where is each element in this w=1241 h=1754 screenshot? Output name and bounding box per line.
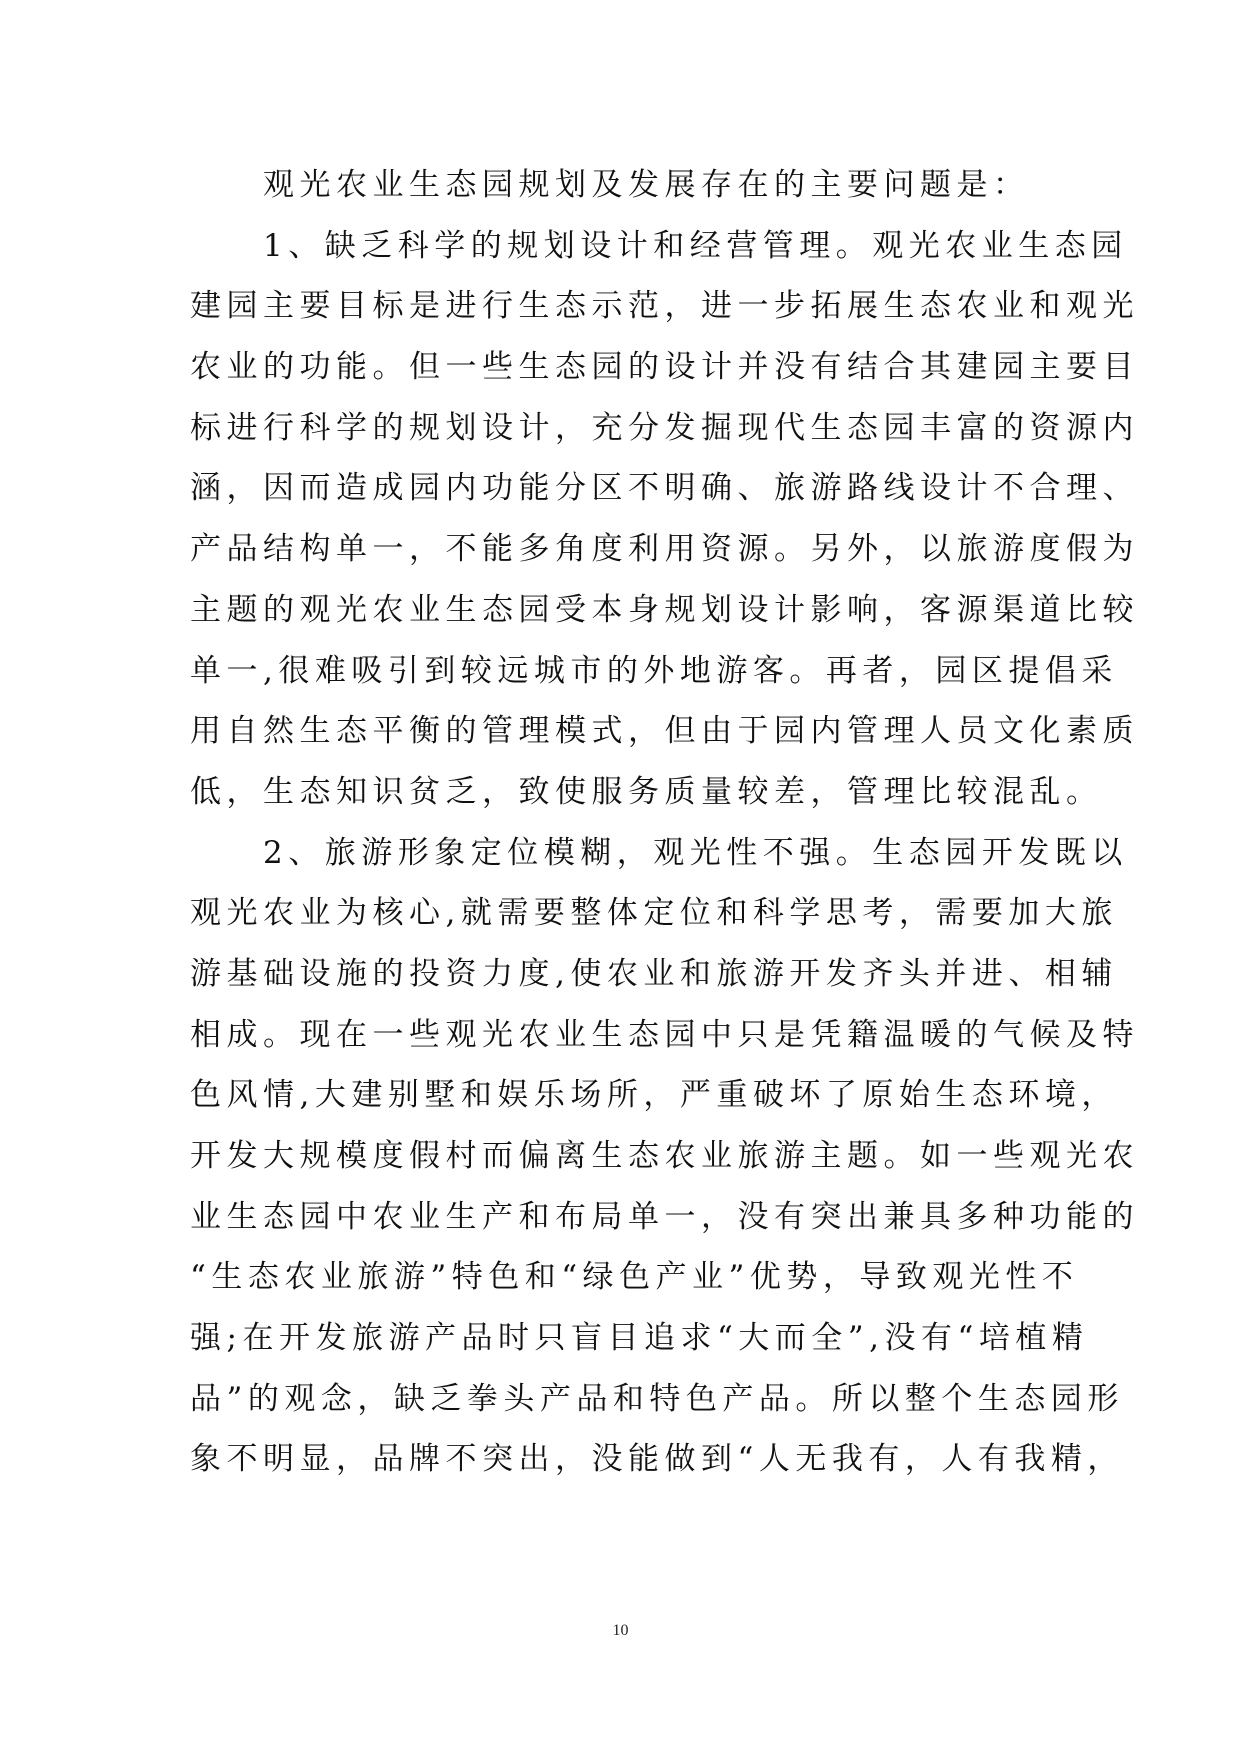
text-line: 相成。现在一些观光农业生态园中只是凭籍温暖的气候及特	[190, 1016, 1139, 1053]
text-line: 观光农业生态园规划及发展存在的主要问题是：	[190, 167, 1030, 203]
page-number: 10	[612, 1622, 629, 1639]
text-line: 建园主要目标是进行生态示范，进一步拓展生态农业和观光	[190, 288, 1139, 325]
text-line: 观光农业为核心,就需要整体定位和科学思考，需要加大旅	[190, 895, 1118, 932]
text-line: 强;在开发旅游产品时只盲目追求“大而全”,没有“培植精	[190, 1320, 1089, 1357]
text-line: 2、旅游形象定位模糊，观光性不强。生态园开发既以	[190, 834, 1128, 871]
text-line: 品”的观念，缺乏拳头产品和特色产品。所以整个生态园形	[190, 1380, 1124, 1417]
body-text	[190, 155, 1139, 1490]
text-line: 色风情,大建别墅和娱乐场所，严重破坏了原始生态环境，	[190, 1077, 1118, 1114]
text-line: 单一,很难吸引到较远城市的外地游客。再者，园区提倡采	[190, 652, 1118, 689]
text-line: 产品结构单一，不能多角度利用资源。另外，以旅游度假为	[190, 531, 1139, 568]
text-line: 低，生态知识贫乏，致使服务质量较差，管理比较混乱。	[190, 773, 1103, 810]
text-line: 标进行科学的规划设计，充分发掘现代生态园丰富的资源内	[190, 409, 1139, 446]
text-line: 1、缺乏科学的规划设计和经营管理。观光农业生态园	[190, 227, 1128, 264]
text-line: 农业的功能。但一些生态园的设计并没有结合其建园主要目	[190, 349, 1139, 386]
text-line: 开发大规模度假村而偏离生态农业旅游主题。如一些观光农	[190, 1138, 1139, 1174]
text-line: “生态农业旅游”特色和“绿色产业”优势，导致观光性不	[190, 1259, 1079, 1296]
text-line: 主题的观光农业生态园受本身规划设计影响，客源渠道比较	[190, 591, 1139, 628]
text-line: 游基础设施的投资力度,使农业和旅游开发齐头并进、相辅	[190, 955, 1118, 992]
text-line: 象不明显，品牌不突出，没能做到“人无我有，人有我精，	[190, 1441, 1124, 1478]
text-line: 业生态园中农业生产和布局单一，没有突出兼具多种功能的	[190, 1198, 1139, 1235]
text-line: 用自然生态平衡的管理模式，但由于园内管理人员文化素质	[190, 713, 1139, 750]
text-line: 涵，因而造成园内功能分区不明确、旅游路线设计不合理、	[190, 470, 1139, 507]
